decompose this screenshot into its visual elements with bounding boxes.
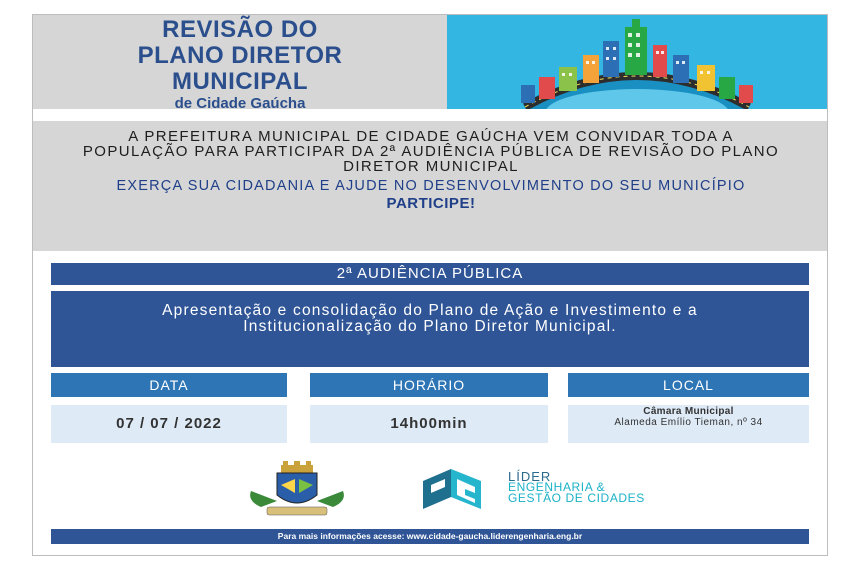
audiencia-description: Apresentação e consolidação do Plano de Ação e Investimento e a Institucionalização do Plano Diretor Municipal. [162, 302, 698, 335]
time-label: HORÁRIO [310, 373, 548, 397]
header-subtitle: de Cidade Gaúcha [174, 95, 306, 112]
lider-logo-icon [421, 467, 501, 518]
local-value [568, 405, 809, 443]
time-value: 14h00min [310, 405, 548, 443]
intro-participate: PARTICIPE! [386, 195, 476, 212]
header-title-block [33, 15, 447, 112]
coat-of-arms-icon [247, 461, 347, 517]
date-value: 07 / 07 / 2022 [51, 405, 287, 443]
header-title-line2: PLANO DIRETOR [137, 42, 343, 69]
header-title-line3: MUNICIPAL [171, 68, 309, 95]
local-label: LOCAL [568, 373, 809, 397]
audiencia-title: 2ª AUDIÊNCIA PÚBLICA [51, 263, 809, 285]
local-name: Câmara Municipal [643, 406, 734, 417]
intro-announcement: A PREFEITURA MUNICIPAL DE CIDADE GAÚCHA VEM CONVIDAR TODA A POPULAÇÃO PARA PARTICIPAR DA 2ª AUDIÊNCIA PÚBLICA DE REVISÃO DO PLANO DIRETOR MUNICIPAL [82, 128, 780, 175]
poster [32, 14, 828, 556]
intro-call-to-action: EXERÇA SUA CIDADANIA E AJUDE NO DESENVOLVIMENTO DO SEU MUNICÍPIO [116, 178, 746, 194]
lider-line3: GESTÃO DE CIDADES [508, 491, 645, 505]
local-address: Alameda Emílio Tieman, nº 34 [614, 417, 763, 428]
audiencia-description-block [51, 291, 809, 367]
intro-block [33, 121, 828, 251]
lider-name: LÍDER [508, 469, 552, 484]
header-title-line1: REVISÃO DO [162, 16, 318, 43]
date-label: DATA [51, 373, 287, 397]
city-skyline-icon [447, 15, 828, 109]
lider-wordmark [508, 471, 645, 504]
lider-line2: ENGENHARIA & [508, 480, 606, 494]
header-illustration [447, 15, 828, 109]
footer-info-bar: Para mais informações acesse: www.cidade-gaucha.liderengenharia.eng.br [51, 529, 809, 544]
